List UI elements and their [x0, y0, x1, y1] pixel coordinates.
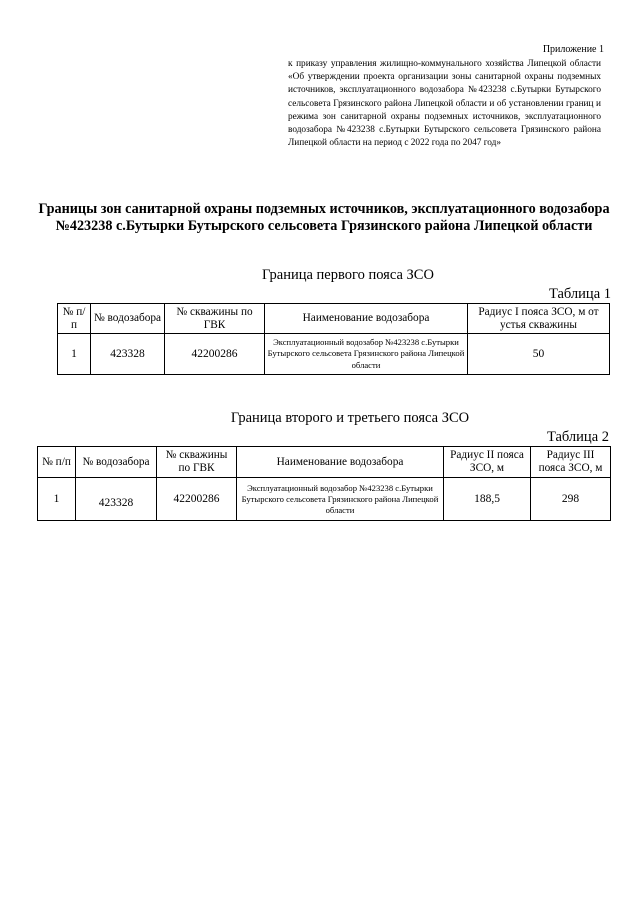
cell-radius2: 188,5	[444, 478, 531, 521]
order-preamble: к приказу управления жилищно-коммунального хозяйства Липецкой области «Об утверждении проекта организации зоны санитарной охраны подземных источников, эксплуатационного водозабора №423238 с.Бутырки Бутырского сельсовета Грязинского района Липецкой области и об установлении границ и режима зон санитарной охраны подземных источников, эксплуатационного водозабора №423238 с.Бутырки Бутырского сельсовета Грязинского района Липецкой области на период с 2022 года по 2047 год»	[288, 59, 601, 149]
col-header-intake: № водозабора	[91, 304, 165, 334]
cell-num: 1	[38, 478, 76, 521]
table1-label: Таблица 1	[548, 286, 611, 302]
col-header-well: № скважины по ГВК	[165, 304, 265, 334]
cell-well: 42200286	[165, 334, 265, 375]
cell-name: Эксплуатационный водозабор №423238 с.Бутырки Бутырского сельсовета Грязинского района Липецкой области	[265, 334, 468, 375]
table-header-row	[38, 447, 611, 478]
cell-name: Эксплуатационный водозабор №423238 с.Бутырки Бутырского сельсовета Грязинского района Липецкой области	[237, 478, 444, 521]
cell-radius1: 50	[468, 334, 610, 375]
col-header-name: Наименование водозабора	[265, 304, 468, 334]
col-header-radius3: Радиус III пояса ЗСО, м	[531, 447, 611, 478]
section2-heading: Граница второго и третьего пояса ЗСО	[230, 410, 470, 426]
table2-label: Таблица 2	[546, 429, 609, 445]
section1-heading: Граница первого пояса ЗСО	[262, 267, 434, 283]
col-header-intake: № водозабора	[76, 447, 157, 478]
col-header-radius1: Радиус I пояса ЗСО, м от устья скважины	[468, 304, 610, 334]
appendix-label: Приложение 1	[542, 44, 604, 55]
col-header-radius2: Радиус II пояса ЗСО, м	[444, 447, 531, 478]
cell-well: 42200286	[157, 478, 237, 521]
col-header-name: Наименование водозабора	[237, 447, 444, 478]
table-row	[38, 478, 611, 521]
table-row	[58, 334, 610, 375]
table-second-third-belt	[37, 446, 611, 521]
cell-radius3: 298	[531, 478, 611, 521]
col-header-well: № скважины по ГВК	[157, 447, 237, 478]
cell-intake: 423328	[76, 478, 157, 521]
table-header-row	[58, 304, 610, 334]
col-header-num: № п/п	[38, 447, 76, 478]
cell-intake: 423328	[91, 334, 165, 375]
cell-num: 1	[58, 334, 91, 375]
document-title: Границы зон санитарной охраны подземных источников, эксплуатационного водозабора №423238 с.Бутырки Бутырского сельсовета Грязинского района Липецкой области	[38, 201, 610, 234]
col-header-num: № п/п	[58, 304, 91, 334]
table-first-belt	[57, 303, 610, 375]
